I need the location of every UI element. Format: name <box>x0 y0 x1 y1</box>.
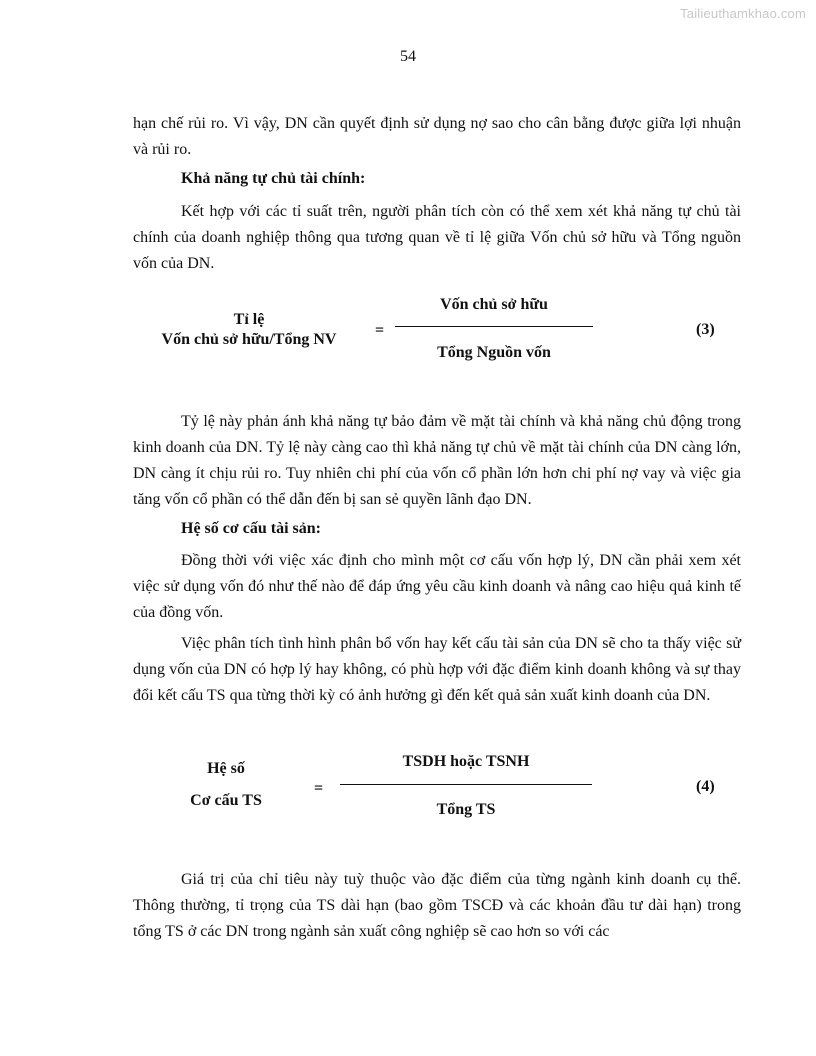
fraction-line <box>395 326 593 327</box>
formula-lhs-line1: Hệ số <box>207 760 245 777</box>
paragraph: Giá trị của chỉ tiêu này tuỳ thuộc vào đặc điểm của từng ngành kinh doanh cụ thể. Thông thường, tỉ trọng của TS dài hạn (bao gồm TSCĐ và các khoản đầu tư dài hạn) trong tổng TS ở các DN trong ngành sản xuất công nghiệp sẽ cao hơn so với các <box>133 871 741 940</box>
paragraph: Tỷ lệ này phản ánh khả năng tự bảo đảm về mặt tài chính và khả năng chủ động trong kinh doanh của DN. Tỷ lệ này càng cao thì khả năng tự chủ về mặt tài chính của DN càng lớn, DN càng ít chịu rủi ro. Tuy nhiên chi phí của vốn cổ phần lớn hơn chi phí nợ vay và việc gia tăng vốn cổ phần có thể dẫn đến bị san sẻ quyền lãnh đạo DN. <box>133 413 741 508</box>
section-heading-asset-structure: Hệ số cơ cấu tài sản: <box>181 520 321 537</box>
formula-lhs-line1: Tỉ lệ <box>233 311 265 328</box>
page-number: 54 <box>400 48 416 65</box>
paragraph: Kết hợp với các tỉ suất trên, người phân tích còn có thể xem xét khả năng tự chủ tài chính của doanh nghiệp thông qua tương quan về tỉ lệ giữa Vốn chủ sở hữu và Tổng nguồn vốn của DN. <box>133 203 741 272</box>
paragraph: hạn chế rủi ro. Vì vậy, DN cần quyết định sử dụng nợ sao cho cân bằng được giữa lợi nhuận và rủi ro. <box>133 115 741 158</box>
formula-numerator: Vốn chủ sở hữu <box>440 296 548 313</box>
paragraph: Đồng thời với việc xác định cho mình một cơ cấu vốn hợp lý, DN cần phải xem xét việc sử dụng vốn đó như thế nào để đáp ứng yêu cầu kinh doanh và nâng cao hiệu quả kinh tế của đồng vốn. <box>133 552 741 621</box>
formula-numerator: TSDH hoặc TSNH <box>402 753 530 770</box>
section-heading-financial-autonomy: Khả năng tự chủ tài chính: <box>181 170 366 187</box>
equals-sign: = <box>314 780 324 797</box>
fraction-line <box>340 784 592 785</box>
formula-denominator: Tổng TS <box>436 801 496 818</box>
formula-lhs-line2: Vốn chủ sở hữu/Tổng NV <box>161 331 337 348</box>
formula-denominator: Tổng Nguồn vốn <box>437 344 551 361</box>
paragraph: Việc phân tích tình hình phân bổ vốn hay kết cấu tài sản của DN sẽ cho ta thấy việc sử dụng vốn của DN có hợp lý hay không, có phù hợp với đặc điểm kinh doanh không và sự thay đổi kết cấu TS qua từng thời kỳ có ảnh hưởng gì đến kết quả sản xuất kinh doanh của DN. <box>133 635 741 704</box>
formula-lhs-line2: Cơ cấu TS <box>190 792 262 809</box>
watermark: Tailieuthamkhao.com <box>680 6 806 21</box>
formula-label: (4) <box>696 778 715 795</box>
formula-label: (3) <box>696 321 715 338</box>
equals-sign: = <box>375 322 385 339</box>
